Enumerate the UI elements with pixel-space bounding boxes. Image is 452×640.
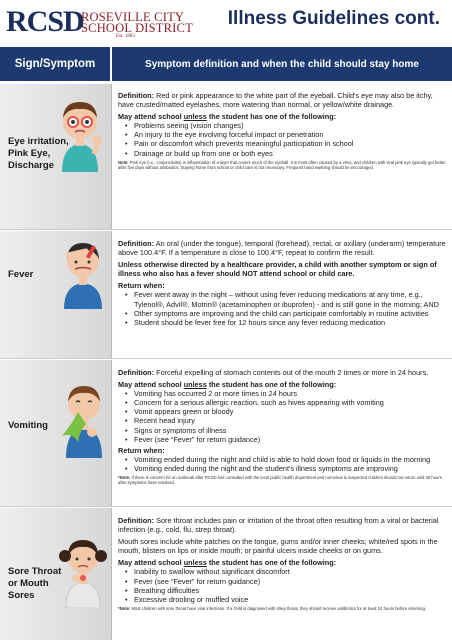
- note-label: Note:: [118, 159, 129, 165]
- definition-panel: [118, 239, 446, 329]
- page-header: [0, 0, 452, 44]
- logo-district-line1: ROSEVILLE CITY: [81, 10, 185, 24]
- definition-label: Definition:: [118, 239, 155, 248]
- page-title: Illness Guidelines cont.: [227, 8, 440, 29]
- logo-rcsd: RCSD: [6, 5, 84, 38]
- list-item: • Fever went away in the night – without using fever reducing medications at any time, e.g., Tylenol®, Advil®, Motrin® (acetaminophen or ibuprofen) - and is still gone in the morning; AND: [134, 290, 446, 308]
- list-item: • Vomiting ended during the night and child is able to hold down food or liquids in the morning: [134, 455, 446, 464]
- note-label: *Note:: [118, 605, 131, 611]
- definition-text: Red or pink appearance to the white part of the eyeball. Child's eye may also be itchy, have crusted/matted eyelashes, more watering than normal, or yellow/white drainage.: [118, 91, 433, 110]
- row-fever: [0, 231, 452, 359]
- definition-panel: [118, 91, 446, 173]
- list-item: • Vomiting has occurred 2 or more times in 24 hours: [134, 389, 446, 398]
- attend-unless: unless: [183, 380, 207, 390]
- definition-text: Forceful expelling of stomach contents out of the mouth 2 times or more in 24 hours.: [154, 368, 429, 377]
- attend-pre: May attend school: [118, 112, 184, 122]
- list-item: • Drainage or build up from one or both eyes: [134, 149, 446, 158]
- row-eye-irritation: [0, 84, 452, 230]
- list-item: • Fever (see “Fever” for return guidance): [134, 577, 446, 586]
- list-item: • Excessive drooling or muffled voice: [134, 595, 446, 604]
- definition-panel: [118, 368, 446, 488]
- attend-post: the student has one of the following:: [206, 558, 337, 568]
- return-label: Return when:: [118, 281, 165, 291]
- note-text: Most children with sore throat have viral infections. If a child is diagnosed with strep throat, they should receive antibiotics for at least 24 hours before returning.: [130, 605, 426, 611]
- list-item: • Vomiting ended during the night and the student's illness symptoms are improving: [134, 464, 446, 473]
- row-vomiting: [0, 360, 452, 507]
- definition-panel: [118, 516, 446, 614]
- symptom-label: Fever: [8, 269, 34, 280]
- list-item: • An injury to the eye involving forceful impact or penetration: [134, 130, 446, 139]
- list-item: • Signs or symptoms of illness: [134, 426, 446, 435]
- list-item: • Recent head injury: [134, 416, 446, 425]
- symptom-label: Sore Throat or Mouth Sores: [8, 566, 62, 601]
- list-item: • Concern for a serious allergic reaction, such as hives appearing with vomiting: [134, 398, 446, 407]
- column-header-definition: Symptom definition and when the child should stay home: [112, 47, 452, 81]
- note-text: Pink eye (i.e., conjunctivitis) is inflammation of a layer that covers much of the eyeball. It is most often caused by a virus, and children with viral pink eye typically get better after five days without antibiotics. Staying home from school or child care is not necessary. Frequent hand washing should be encouraged.: [118, 159, 446, 170]
- logo-district-line2: SCHOOL DISTRICT: [81, 21, 193, 35]
- list-item: • Inability to swallow without significant discomfort: [134, 567, 446, 576]
- symptom-label: Vomiting: [8, 420, 48, 431]
- unless-directed-text: Unless otherwise directed by a healthcare provider, a child with another symptom or sign of illness who also has a fever should NOT attend school or child care.: [118, 260, 437, 279]
- attend-unless: unless: [183, 558, 207, 568]
- attend-unless: unless: [183, 112, 207, 122]
- attend-post: the student has one of the following:: [206, 112, 337, 122]
- return-conditions-list: [134, 455, 446, 473]
- list-item: • Fever (see “Fever” for return guidance): [134, 435, 446, 444]
- list-item: • Problems seeing (vision changes): [134, 121, 446, 130]
- attend-pre: May attend school: [118, 558, 184, 568]
- mouth-sores-text: Mouth sores include white patches on the tongue, gums and/or inner cheeks; white/red spots in the mouth, blisters on lips or inside mouth; or painful ulcers inside cheeks or on gums.: [118, 537, 438, 556]
- attend-conditions-list: [134, 567, 446, 603]
- symptom-panel: [0, 360, 112, 506]
- note-text: If there is concern for an outbreak after RCSD has consulted with the local public health department and norovirus is suspected children should not return until 48 hours after symptoms have resolved.: [118, 475, 442, 486]
- attend-conditions-list: [134, 389, 446, 444]
- column-header-sign: Sign/Symptom: [0, 47, 110, 81]
- definition-text: Sore throat includes pain or irritation of the throat often resulting from a viral or bacterial infection (e.g., cold, flu, strep throat).: [118, 516, 439, 535]
- return-label: Return when:: [118, 445, 165, 455]
- symptom-panel: [0, 84, 112, 229]
- note-label: *Note:: [118, 475, 131, 481]
- list-item: • Breathing difficulties: [134, 586, 446, 595]
- symptom-label: Eye irritation, Pink Eye, Discharge: [8, 136, 69, 171]
- attend-conditions-list: [134, 121, 446, 157]
- return-conditions-list: [134, 290, 446, 326]
- definition-label: Definition:: [118, 516, 155, 525]
- attend-post: the student has one of the following:: [206, 380, 337, 390]
- list-item: • Other symptoms are improving and the child can participate comfortably in routine activities: [134, 309, 446, 318]
- list-item: • Student should be fever free for 12 hours since any fever reducing medication: [134, 318, 446, 327]
- district-logo: [6, 5, 194, 39]
- list-item: • Vomit appears green or bloody: [134, 407, 446, 416]
- definition-label: Definition:: [118, 91, 155, 100]
- symptom-panel: [0, 508, 112, 640]
- symptom-panel: [0, 231, 112, 358]
- attend-pre: May attend school: [118, 380, 184, 390]
- list-item: • Pain or discomfort which prevents meaningful participation in school: [134, 139, 446, 148]
- definition-label: Definition:: [118, 368, 155, 377]
- definition-text: An oral (under the tongue), temporal (forehead), rectal, or axillary (underarm) temperature above 100.4°F. If a temperature is close to 100.4°F, repeat to confirm the result.: [118, 239, 446, 258]
- row-sore-throat: [0, 508, 452, 640]
- logo-established: Est. 1883: [116, 34, 135, 39]
